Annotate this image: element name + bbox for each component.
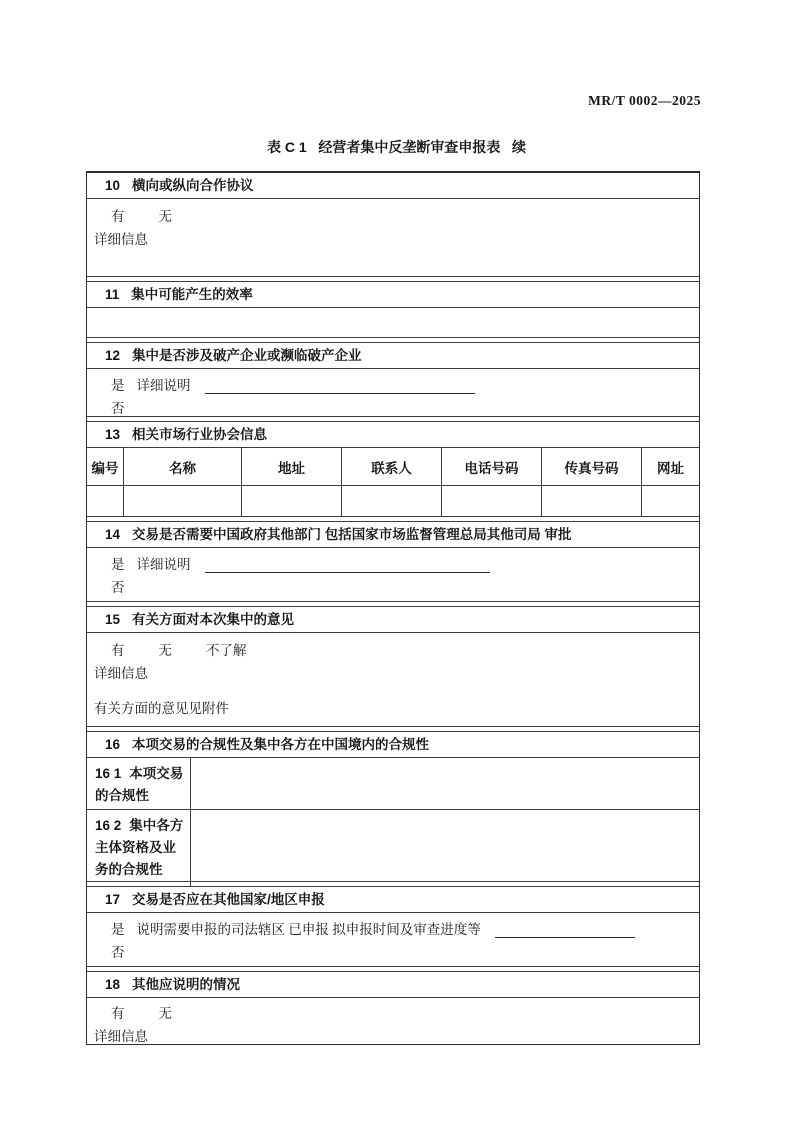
- blank-underline: [495, 924, 635, 938]
- empty-cell: [442, 486, 542, 516]
- section-title: 交易是否应在其他国家/地区申报: [132, 892, 325, 907]
- section-11-body: [87, 308, 699, 338]
- section-18-body: [87, 998, 699, 1044]
- option-yes: 是: [111, 922, 125, 937]
- option-no: 无: [158, 1006, 172, 1021]
- section-title: 其他应说明的情况: [132, 977, 241, 992]
- table-title: 表 C 1 经营者集中反垄断审查申报表 续: [266, 139, 526, 155]
- detail-label: 详细信息: [94, 232, 148, 247]
- section-14-header: [87, 522, 699, 548]
- section-16-2-row: [87, 810, 699, 882]
- detail-label: 详细信息: [94, 666, 148, 681]
- section-number: 14: [105, 527, 121, 542]
- option-unknown: 不了解: [206, 643, 247, 658]
- section-16-header: [87, 732, 699, 758]
- section-11-header: [87, 282, 699, 308]
- section-title: 集中是否涉及破产企业或濒临破产企业: [132, 348, 362, 363]
- standard-number: MR/T 0002—2025: [588, 93, 701, 108]
- column-header: 名称: [124, 448, 242, 485]
- section-12-body: [87, 369, 699, 417]
- empty-cell: [191, 758, 699, 812]
- section-number: 16: [105, 737, 121, 752]
- section-number: 18: [105, 977, 121, 992]
- empty-cell: [342, 486, 442, 516]
- section-10-header: [87, 173, 699, 199]
- option-yes: 有: [111, 643, 125, 658]
- options-line: [87, 633, 699, 659]
- blank-underline: [205, 380, 475, 394]
- option-yes: 有: [111, 209, 125, 224]
- yes-line: [87, 369, 699, 417]
- section-number: 17: [105, 892, 121, 907]
- application-form-table: [86, 171, 700, 1045]
- detail-note-label: 说明需要申报的司法辖区 已申报 拟申报时间及审查进度等: [136, 922, 481, 937]
- subsection-number: 16 2: [95, 818, 122, 833]
- section-18-header: [87, 972, 699, 998]
- option-no: 无: [158, 209, 172, 224]
- detail-note-label: 详细说明: [136, 557, 191, 572]
- option-yes: 有: [111, 1006, 125, 1021]
- empty-cell: [542, 486, 642, 516]
- subsection-number: 16 1: [95, 766, 122, 781]
- detail-label: 详细信息: [94, 1029, 148, 1044]
- association-table-empty-row: [87, 486, 699, 517]
- section-number: 10: [105, 178, 121, 193]
- column-header: 传真号码: [542, 448, 642, 485]
- options-line: [87, 199, 699, 225]
- attachment-note: 有关方面的意见见附件: [94, 701, 229, 716]
- option-no: 无: [158, 643, 172, 658]
- section-title: 集中可能产生的效率: [131, 287, 253, 302]
- option-no: 否: [111, 945, 125, 960]
- section-number: 13: [105, 427, 121, 442]
- empty-cell: [191, 810, 699, 886]
- section-number: 12: [105, 348, 121, 363]
- empty-cell: [124, 486, 242, 516]
- column-header: 联系人: [342, 448, 442, 485]
- section-10-body: [87, 199, 699, 277]
- option-yes: 是: [111, 557, 125, 572]
- spacer: [87, 682, 699, 701]
- section-number: 15: [105, 612, 121, 627]
- blank-underline: [205, 559, 490, 573]
- column-header: 地址: [242, 448, 342, 485]
- subsection-label: [87, 810, 191, 886]
- empty-cell: [87, 486, 124, 516]
- column-header: 电话号码: [442, 448, 542, 485]
- empty-cell: [242, 486, 342, 516]
- section-13-header: [87, 422, 699, 448]
- empty-cell: [642, 486, 699, 516]
- section-title: 有关方面对本次集中的意见: [132, 612, 295, 627]
- yes-line: [87, 913, 699, 961]
- section-15-body: [87, 633, 699, 727]
- section-14-body: [87, 548, 699, 602]
- section-12-header: [87, 343, 699, 369]
- detail-note-label: 详细说明: [136, 378, 191, 393]
- section-title: 相关市场行业协会信息: [132, 427, 268, 442]
- section-16-1-row: [87, 758, 699, 810]
- option-no: 否: [111, 580, 125, 595]
- subsection-label: [87, 758, 191, 812]
- section-title: 横向或纵向合作协议: [132, 178, 254, 193]
- column-header: 网址: [657, 461, 684, 476]
- section-number: 11: [105, 287, 120, 302]
- section-title: 本项交易的合规性及集中各方在中国境内的合规性: [132, 737, 430, 752]
- section-17-body: [87, 913, 699, 967]
- subsection-title: 集中各方主体资格及业务的合规性: [95, 818, 184, 877]
- option-no: 否: [111, 401, 125, 416]
- subsection-title: 本项交易的合规性: [95, 766, 184, 803]
- column-header: 编号: [87, 448, 124, 485]
- option-yes: 是: [111, 378, 125, 393]
- yes-line: [87, 548, 699, 596]
- section-title: 交易是否需要中国政府其他部门 包括国家市场监督管理总局其他司局 审批: [132, 527, 572, 542]
- section-17-header: [87, 887, 699, 913]
- association-table-header: [87, 448, 699, 486]
- section-15-header: [87, 607, 699, 633]
- options-line: [87, 998, 699, 1022]
